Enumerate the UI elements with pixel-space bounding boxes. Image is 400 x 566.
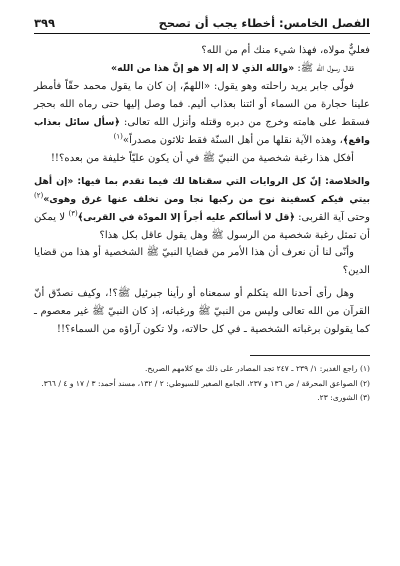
- footnote-ref-2: (٢): [34, 191, 44, 200]
- paragraph-5-tail: لا يمكن أن تمثل رغبة شخصية من الرسول ﷺ وهل يقول عاقل بكل هذا؟: [34, 211, 370, 241]
- footnote-ref-1: (١): [113, 132, 123, 141]
- paragraph-1: [34, 42, 370, 60]
- paragraph-5: [34, 173, 370, 245]
- paragraph-3-quote: «اللهمّ، إن كان ما يقول محمد حقّاً فأمطر علينا حجارة من السماء أو ائتنا بعذاب أليم. فما وصل إليها حتى رماه الله بحجر فسقط على هامته وخرج من دبره وقتله وأنزل الله تعالى:: [34, 80, 370, 128]
- paragraph-2: [34, 60, 370, 78]
- paragraph-1-text: فعليٌّ مولاه، فهذا شيء منك أم من الله؟: [201, 45, 370, 56]
- main-text: [34, 42, 370, 339]
- running-header: [34, 14, 370, 34]
- paragraph-2-quote: «والله الذي لا إله إلا هو إنَّ هذا من الله»: [111, 62, 295, 74]
- chapter-title: الفصل الخامس: أخطاء يجب أن تصحح: [158, 16, 370, 30]
- paragraph-5-intro: والخلاصة: إنّ كل الروايات التي سقناها لك فيما تقدم بما فيها:: [77, 175, 370, 187]
- paragraph-3: [34, 78, 370, 150]
- paragraph-3-verse: ﴿سأل سائل بعذاب واقع﴾: [34, 116, 370, 146]
- paragraph-7-text: وهل رأى أحدنا الله يتكلم أو سمعناه أو رأينا جبرئيل ﷺ؟!، وكيف نصدّق أنّ القرآن من الله تعالى وليس من النبيّ ﷺ ورغباته، إذ كان النبيّ ﷺ غير معصوم ـ كما يقولون برغباته الشخصية ـ في كل حالاته، ولا تكون آراؤه من السماء؟!!: [34, 288, 370, 336]
- paragraph-5-mid: وحتى آية القربى:: [298, 211, 371, 223]
- footnote-ref-3: (٣): [68, 209, 78, 218]
- paragraph-4: [34, 150, 370, 168]
- paragraph-3-intro: فولّى جابر يريد راحلته وهو يقول:: [213, 80, 354, 92]
- footnote-1: (١) راجع الغدير: ١/ ٢٣٩ ـ ٢٤٧ تجد المصادر على ذلك مع كلامهم الصريح.: [145, 364, 370, 374]
- paragraph-6-text: وأنّى لنا أن نعرف أن هذا الأمر من قضايا النبيّ ﷺ الشخصية أو هذا من قضايا الدين؟: [34, 247, 370, 277]
- footnote-3: (٣) الشورى: ٢٣.: [317, 393, 370, 403]
- paragraph-5-hadith: «إن أهل بيتي فيكم كسفينة نوح من ركبها نجا ومن تخلف عنها غرق وهوى»: [34, 175, 370, 205]
- paragraph-7: [34, 285, 370, 339]
- paragraph-3-tail: ، وهذه الآية نقلها من أهل السنّة فقط ثلاثون مصدراً»: [122, 134, 343, 146]
- footnote-separator: [250, 355, 370, 356]
- page-number: ٣٩٩: [34, 16, 56, 30]
- paragraph-4-text: أفكل هذا رغبة شخصية من النبيّ ﷺ في أن يكون عليّاً خليفة من بعده؟!!: [50, 152, 354, 164]
- paragraph-6: [34, 244, 370, 280]
- paragraph-5-verse: ﴿قل لا أسألكم عليه أجراً إلا المودّة في القربى﴾: [77, 211, 295, 223]
- paragraph-2-intro: فقال رسول الله ﷺ:: [297, 62, 354, 74]
- footnotes: [34, 362, 370, 405]
- footnote-2: (٢) الصواعق المحرقة / ص ١٣٦ و ٢٣٧، الجامع الصغير للسيوطي: ٢ / ١٣٢، مسند أحمد: ٣ / ١٧ و ٤ / ٣٦٦.: [41, 378, 370, 388]
